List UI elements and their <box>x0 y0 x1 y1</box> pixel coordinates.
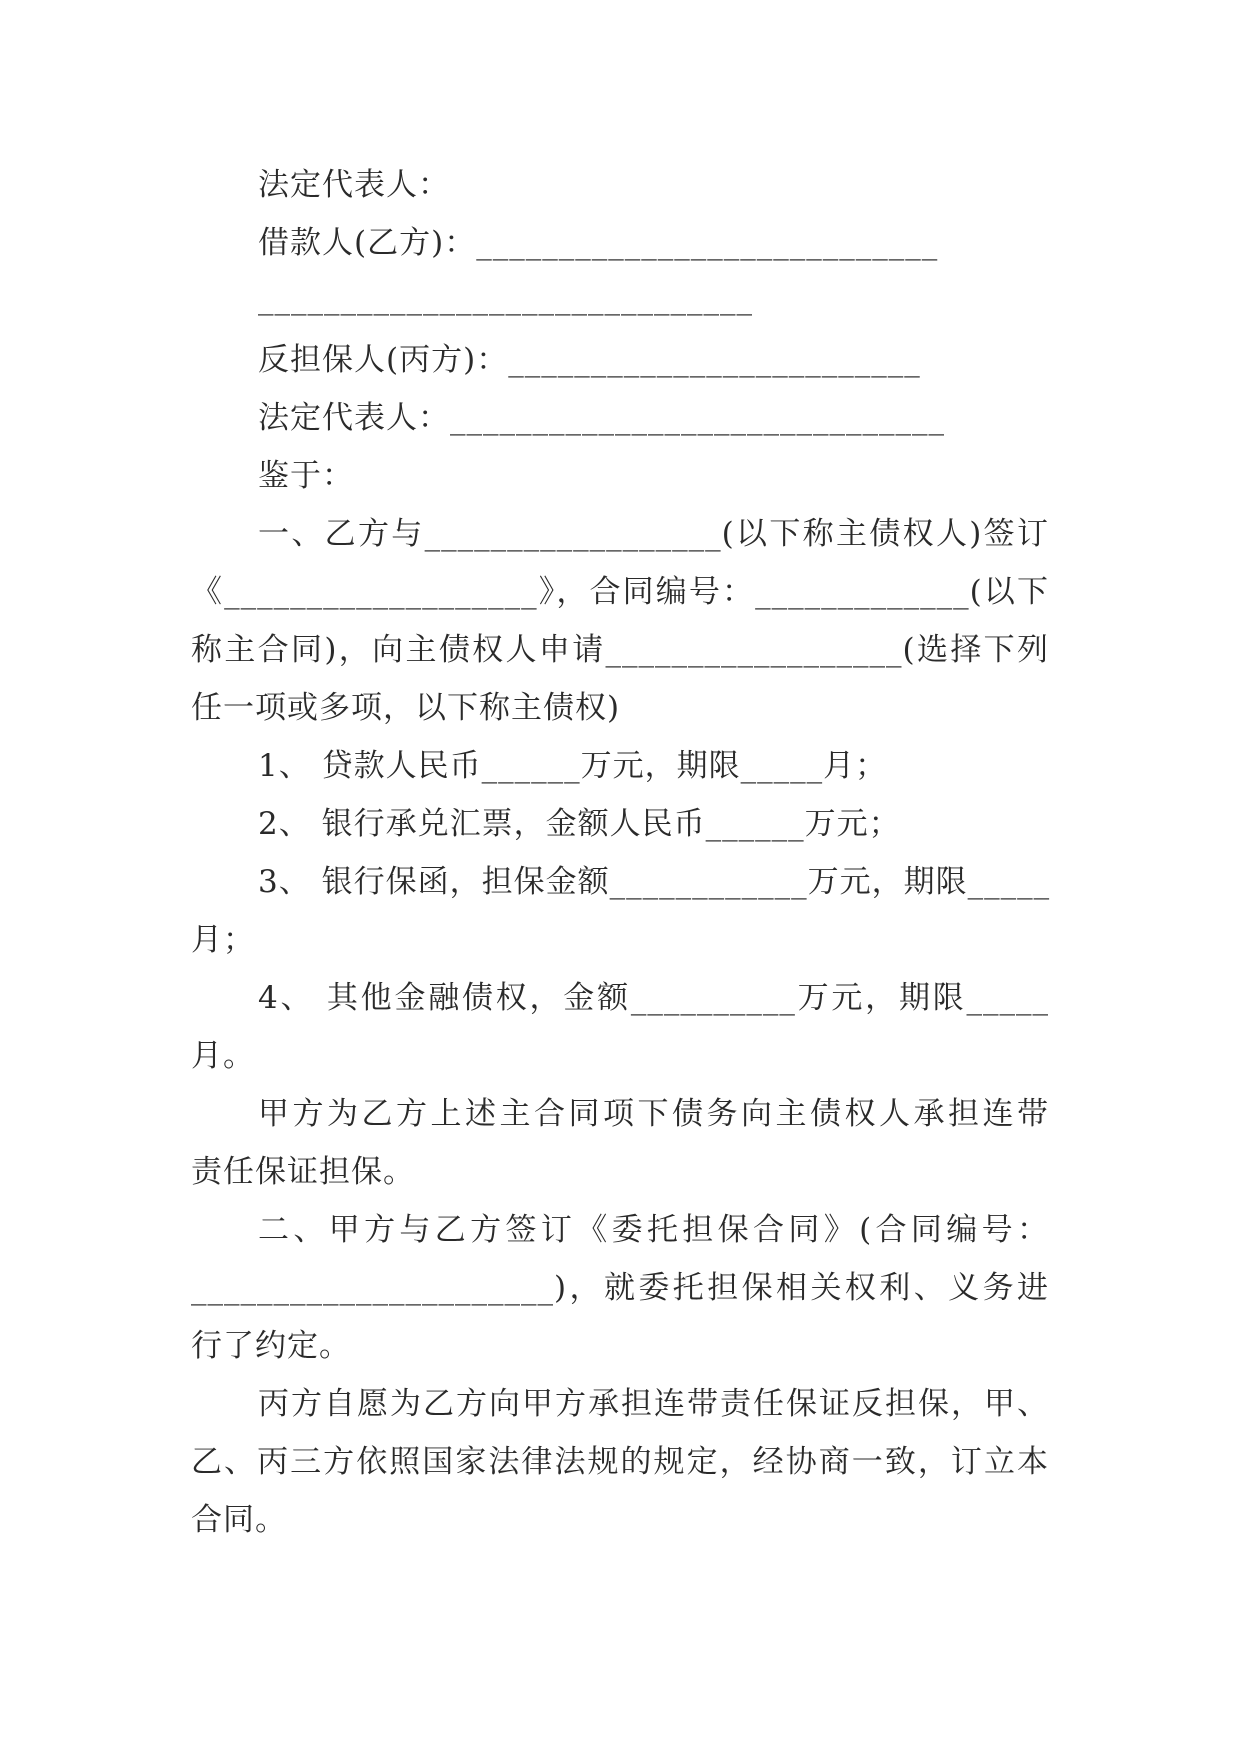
item-1-loan: 1、 贷款人民币______万元，期限_____月； <box>258 748 888 784</box>
clause-1-line-2: 《___________________》，合同编号：_____________(以下 <box>191 574 1049 610</box>
item-3-continuation: 月； <box>191 922 255 958</box>
clause-2-line-2: ______________________)，就委托担保相关权利、义务进 <box>191 1270 1049 1306</box>
item-4-continuation: 月。 <box>191 1038 255 1074</box>
counter-guarantee-paragraph-line-1: 丙方自愿为乙方向甲方承担连带责任保证反担保，甲、 <box>258 1386 1049 1422</box>
counter-guarantor-party-c-line: 反担保人(丙方)：_________________________ <box>258 342 921 378</box>
counter-guarantee-paragraph-line-3: 合同。 <box>191 1502 287 1538</box>
counter-guarantee-paragraph-line-2: 乙、丙三方依照国家法律法规的规定，经协商一致，订立本 <box>191 1444 1049 1480</box>
guarantee-paragraph-line-1: 甲方为乙方上述主合同项下债务向主债权人承担连带 <box>258 1096 1049 1132</box>
clause-2-line-1: 二、甲方与乙方签订《委托担保合同》(合同编号： <box>258 1212 1049 1248</box>
whereas-heading: 鉴于： <box>258 458 354 494</box>
clause-1-line-4: 任一项或多项，以下称主债权) <box>191 690 621 726</box>
item-2-acceptance-bill: 2、 银行承兑汇票，金额人民币______万元； <box>258 806 901 842</box>
blank-underline-line: ______________________________ <box>258 280 753 316</box>
clause-1-line-1: 一、乙方与__________________(以下称主债权人)签订 <box>258 516 1049 552</box>
item-3-bank-guarantee: 3、 银行保函，担保金额____________万元，期限_____ <box>258 864 1051 900</box>
borrower-party-b-line: 借款人(乙方)：____________________________ <box>258 225 939 261</box>
item-4-other-claims: 4、 其他金融债权，金额__________万元，期限_____ <box>258 980 1049 1016</box>
clause-2-line-3: 行了约定。 <box>191 1328 351 1364</box>
guarantee-paragraph-line-2: 责任保证担保。 <box>191 1154 415 1190</box>
legal-representative-line-2: 法定代表人：______________________________ <box>258 400 945 436</box>
legal-representative-line-1: 法定代表人： <box>258 167 450 203</box>
clause-1-line-3: 称主合同)，向主债权人申请__________________(选择下列 <box>191 632 1049 668</box>
